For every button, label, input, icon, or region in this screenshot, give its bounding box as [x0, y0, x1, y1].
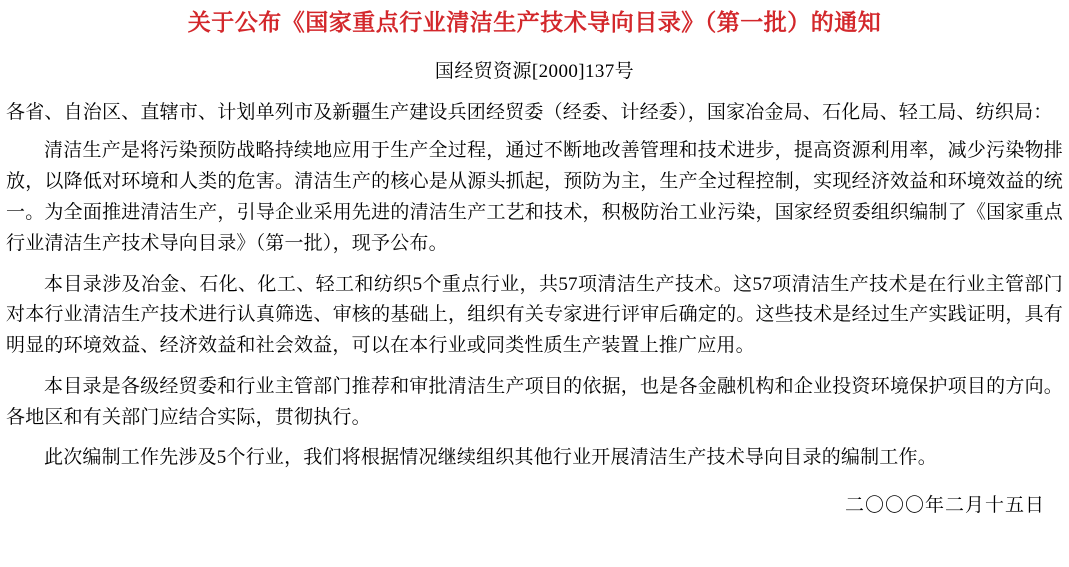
document-date: 二〇〇〇年二月十五日: [844, 495, 1045, 517]
document-title: 关于公布《国家重点行业清洁生产技术导向目录》（第一批）的通知: [187, 10, 882, 35]
body-paragraph-3: 本目录是各级经贸委和行业主管部门推荐和审批清洁生产项目的依据，也是各金融机构和企业投资环境保护项目的方向。各地区和有关部门应结合实际，贯彻执行。: [6, 375, 1063, 428]
document-recipients: 各省、自治区、直辖市、计划单列市及新疆生产建设兵团经贸委（经委、计经委），国家冶金局、石化局、轻工局、纺织局：: [6, 101, 1053, 123]
document-page: [0, 8, 1069, 567]
body-paragraph-4: 此次编制工作先涉及5个行业，我们将根据情况继续组织其他行业开展清洁生产技术导向目录的编制工作。: [44, 447, 937, 469]
body-paragraph-1: 清洁生产是将污染预防战略持续地应用于生产全过程，通过不断地改善管理和技术进步，提高资源利用率，减少污染物排放，以降低对环境和人类的危害。清洁生产的核心是从源头抓起，预防为主，生产全过程控制，实现经济效益和环境效益的统一。为全面推进清洁生产，引导企业采用先进的清洁生产工艺和技术，积极防治工业污染，国家经贸委组织编制了《国家重点行业清洁生产技术导向目录》（第一批），现予公布。: [6, 140, 1063, 254]
body-paragraph-2: 本目录涉及冶金、石化、化工、轻工和纺织5个重点行业，共57项清洁生产技术。这57项清洁生产技术是在行业主管部门对本行业清洁生产技术进行认真筛选、审核的基础上，组织有关专家进行评审后确定的。这些技术是经过生产实践证明，具有明显的环境效益、经济效益和社会效益，可以在本行业或同类性质生产装置上推广应用。: [6, 273, 1063, 357]
document-number: 国经贸资源[2000]137号: [434, 60, 635, 82]
